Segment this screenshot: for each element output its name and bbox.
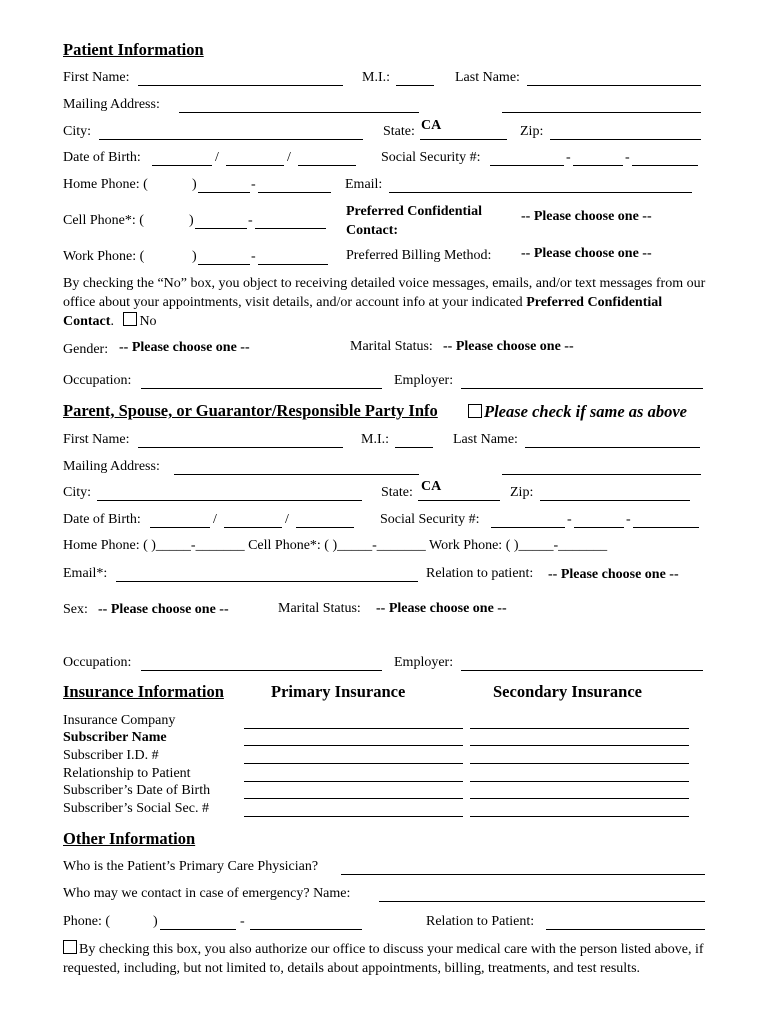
authorize-paragraph — [63, 940, 713, 978]
authorize-checkbox[interactable] — [63, 940, 77, 954]
cell-phone-line-field[interactable] — [255, 228, 326, 229]
preferred-confidential-select[interactable]: -- Please choose one -- — [521, 209, 652, 224]
g-ssn-dash: - — [626, 512, 631, 527]
pcp-label: Who is the Patient’s Primary Care Physician? — [63, 859, 319, 874]
ssn-dash: - — [625, 150, 630, 165]
pcp-field[interactable] — [341, 874, 705, 875]
phone-dash: - — [251, 249, 256, 264]
state-value[interactable]: CA — [421, 118, 442, 133]
last-name-field[interactable] — [527, 85, 701, 86]
occupation-field[interactable] — [141, 388, 382, 389]
employer-field[interactable] — [461, 388, 703, 389]
phone-paren: ) — [192, 249, 197, 264]
first-name-field[interactable] — [138, 85, 343, 86]
preferred-confidential-label-2: Contact: — [346, 223, 399, 238]
g-mailing-address-field-2[interactable] — [502, 474, 701, 475]
same-as-above-group — [468, 402, 687, 422]
g-zip-field[interactable] — [540, 500, 690, 501]
g-city-field[interactable] — [97, 500, 362, 501]
g-mailing-address-field-1[interactable] — [174, 474, 419, 475]
g-employer-field[interactable] — [461, 670, 703, 671]
work-phone-line-field[interactable] — [258, 264, 328, 265]
phone-paren: ) — [192, 177, 197, 192]
g-mi-label: M.I.: — [361, 432, 389, 447]
g-relation-select[interactable]: -- Please choose one -- — [548, 567, 679, 582]
home-phone-label: Home Phone: ( — [63, 177, 148, 192]
dob-separator: / — [215, 150, 219, 165]
ssn-label: Social Security #: — [381, 150, 481, 165]
ssn-field-1[interactable] — [490, 165, 564, 166]
emergency-contact-field[interactable] — [379, 901, 705, 902]
insurance-row-label: Relationship to Patient — [63, 766, 191, 781]
zip-field[interactable] — [550, 139, 701, 140]
insurance-section-title: Insurance Information — [63, 682, 224, 701]
g-occupation-label: Occupation: — [63, 655, 132, 670]
mi-field[interactable] — [396, 85, 434, 86]
secondary-subscriber-name-field[interactable] — [470, 745, 689, 746]
g-last-name-field[interactable] — [525, 447, 700, 448]
insurance-row-label: Subscriber I.D. # — [63, 748, 159, 763]
g-first-name-label: First Name: — [63, 432, 130, 447]
g-dob-separator: / — [213, 512, 217, 527]
g-state-label: State: — [381, 485, 413, 500]
g-dob-label: Date of Birth: — [63, 512, 141, 527]
dob-day-field[interactable] — [226, 165, 284, 166]
dob-separator: / — [287, 150, 291, 165]
authorize-text: By checking this box, you also authorize our office to discuss your medical care with the person listed above, if requested, including, but not limited to, details about appointments, billing, treatments, and test results. — [63, 942, 704, 976]
mailing-address-field-1[interactable] — [179, 112, 419, 113]
phone-dash: - — [240, 914, 245, 929]
g-sex-select[interactable]: -- Please choose one -- — [98, 602, 229, 617]
cell-phone-prefix-field[interactable] — [195, 228, 247, 229]
preferred-billing-select[interactable]: -- Please choose one -- — [521, 246, 652, 261]
phone-paren: ) — [153, 914, 158, 929]
emergency-relation-field[interactable] — [546, 929, 705, 930]
state-field[interactable] — [420, 139, 507, 140]
insurance-row-label: Insurance Company — [63, 713, 176, 728]
g-first-name-field[interactable] — [138, 447, 343, 448]
city-label: City: — [63, 124, 92, 139]
emergency-phone-prefix-field[interactable] — [160, 929, 236, 930]
preferred-confidential-label: Preferred Confidential — [346, 204, 482, 219]
consent-paragraph — [63, 275, 713, 332]
g-ssn-dash: - — [567, 512, 572, 527]
work-phone-prefix-field[interactable] — [198, 264, 250, 265]
primary-insurance-heading: Primary Insurance — [271, 682, 406, 701]
primary-subscriber-name-field[interactable] — [244, 745, 463, 746]
other-section-title: Other Information — [63, 829, 196, 848]
insurance-row-label: Subscriber’s Social Sec. # — [63, 801, 209, 816]
g-state-field[interactable] — [418, 500, 500, 501]
phone-dash: - — [248, 213, 253, 228]
preferred-billing-label: Preferred Billing Method: — [346, 248, 492, 263]
same-as-above-label: Please check if same as above — [484, 402, 687, 421]
ssn-field-2[interactable] — [573, 165, 623, 166]
primary-relationship-field[interactable] — [244, 781, 463, 782]
g-marital-status-select[interactable]: -- Please choose one -- — [376, 601, 507, 616]
primary-subscriber-id-field[interactable] — [244, 763, 463, 764]
cell-phone-label: Cell Phone*: ( — [63, 213, 144, 228]
primary-subscriber-dob-field[interactable] — [244, 798, 463, 799]
dob-label: Date of Birth: — [63, 150, 141, 165]
no-checkbox-label: No — [139, 314, 157, 329]
dob-year-field[interactable] — [298, 165, 356, 166]
same-as-above-checkbox[interactable] — [468, 404, 482, 418]
insurance-row-label: Subscriber’s Date of Birth — [63, 783, 211, 798]
employer-label: Employer: — [394, 373, 454, 388]
g-dob-day-field[interactable] — [224, 527, 282, 528]
occupation-label: Occupation: — [63, 373, 132, 388]
g-state-value[interactable]: CA — [421, 479, 442, 494]
g-zip-label: Zip: — [510, 485, 534, 500]
first-name-label: First Name: — [63, 70, 130, 85]
g-dob-month-field[interactable] — [150, 527, 210, 528]
primary-subscriber-ssn-field[interactable] — [244, 816, 463, 817]
g-email-field[interactable] — [116, 581, 418, 582]
primary-insurance-company-field[interactable] — [244, 728, 463, 729]
g-phones-row[interactable]: Home Phone: ( )_____-_______ Cell Phone*: ( )_____-_______ Work Phone: ( )_____-_______ — [63, 538, 608, 553]
g-email-label: Email*: — [63, 566, 108, 581]
secondary-subscriber-id-field[interactable] — [470, 763, 689, 764]
g-sex-label: Sex: — [63, 602, 88, 617]
g-relation-label: Relation to patient: — [426, 566, 534, 581]
guarantor-section-title: Parent, Spouse, or Guarantor/Responsible Party Info — [63, 401, 438, 420]
last-name-label: Last Name: — [455, 70, 520, 85]
emergency-phone-line-field[interactable] — [250, 929, 362, 930]
g-ssn-field-3[interactable] — [633, 527, 699, 528]
mi-label: M.I.: — [362, 70, 390, 85]
emergency-relation-label: Relation to Patient: — [426, 914, 535, 929]
g-last-name-label: Last Name: — [453, 432, 518, 447]
secondary-insurance-company-field[interactable] — [470, 728, 689, 729]
ssn-dash: - — [566, 150, 571, 165]
emergency-phone-label: Phone: ( — [63, 914, 111, 929]
secondary-subscriber-dob-field[interactable] — [470, 798, 689, 799]
g-employer-label: Employer: — [394, 655, 454, 670]
g-mailing-address-label: Mailing Address: — [63, 459, 160, 474]
g-dob-year-field[interactable] — [296, 527, 354, 528]
ssn-field-3[interactable] — [632, 165, 698, 166]
home-phone-prefix-field[interactable] — [198, 192, 250, 193]
phone-dash: - — [251, 177, 256, 192]
email-field[interactable] — [389, 192, 692, 193]
home-phone-line-field[interactable] — [258, 192, 331, 193]
g-occupation-field[interactable] — [141, 670, 382, 671]
consent-bold-text: Preferred Confidential Contact — [63, 294, 663, 329]
consent-period: . — [110, 314, 114, 329]
patient-section-title: Patient Information — [63, 40, 204, 59]
mailing-address-field-2[interactable] — [502, 112, 701, 113]
no-checkbox[interactable] — [123, 312, 137, 326]
gender-label: Gender: — [63, 342, 109, 357]
dob-month-field[interactable] — [152, 165, 212, 166]
zip-label: Zip: — [520, 124, 544, 139]
phone-paren: ) — [189, 213, 194, 228]
g-mi-field[interactable] — [395, 447, 433, 448]
secondary-relationship-field[interactable] — [470, 781, 689, 782]
secondary-subscriber-ssn-field[interactable] — [470, 816, 689, 817]
email-label: Email: — [345, 177, 383, 192]
g-marital-status-label: Marital Status: — [278, 601, 361, 616]
emergency-contact-label: Who may we contact in case of emergency? Name: — [63, 886, 351, 901]
g-ssn-field-2[interactable] — [574, 527, 624, 528]
marital-status-select[interactable]: -- Please choose one -- — [443, 339, 574, 354]
marital-status-label: Marital Status: — [350, 339, 433, 354]
consent-text: By checking the “No” box, you object to receiving detailed voice messages, emails, and/or text messages from our office about your appointments, visit details, and/or account info at your indicated — [63, 276, 706, 310]
insurance-row-label: Subscriber Name — [63, 730, 167, 745]
work-phone-label: Work Phone: ( — [63, 249, 145, 264]
mailing-address-label: Mailing Address: — [63, 97, 160, 112]
g-ssn-field-1[interactable] — [491, 527, 565, 528]
secondary-insurance-heading: Secondary Insurance — [493, 682, 642, 701]
g-ssn-label: Social Security #: — [380, 512, 480, 527]
g-dob-separator: / — [285, 512, 289, 527]
state-label: State: — [383, 124, 415, 139]
city-field[interactable] — [99, 139, 363, 140]
g-city-label: City: — [63, 485, 92, 500]
gender-select[interactable]: -- Please choose one -- — [119, 340, 250, 355]
